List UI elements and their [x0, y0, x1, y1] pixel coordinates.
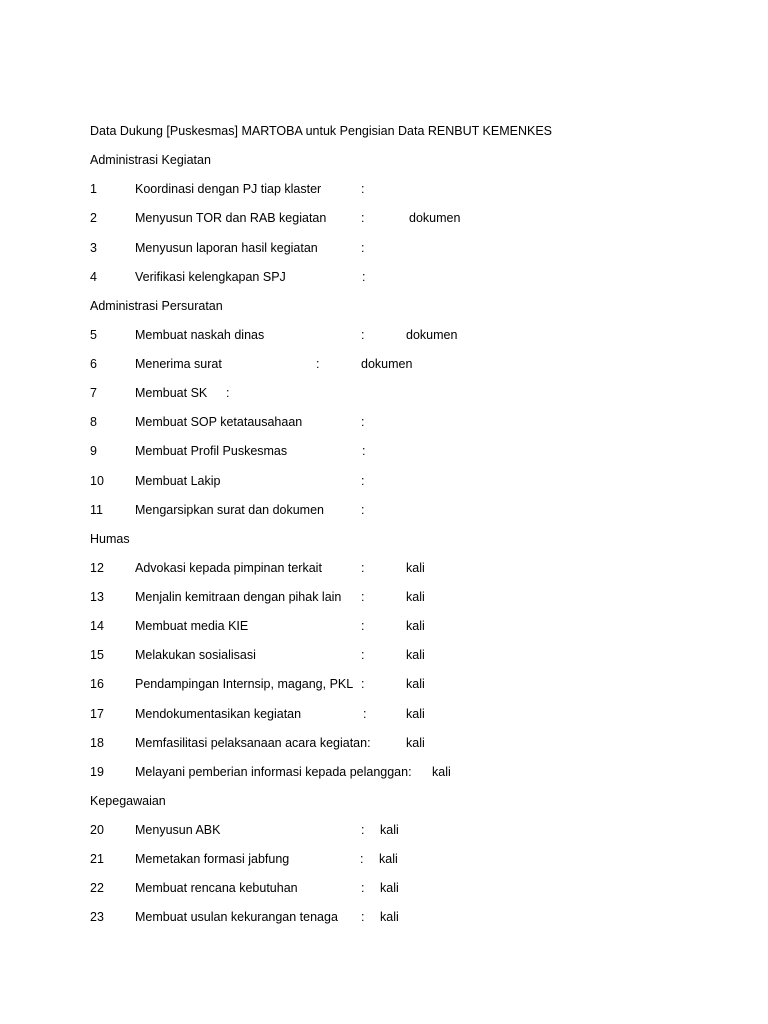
- item-colon: :: [361, 503, 365, 517]
- item-number: 13: [90, 590, 104, 604]
- list-item: [0, 909, 399, 1005]
- item-text: Memfasilitasi pelaksanaan acara kegiatan:: [135, 736, 371, 750]
- item-text: Membuat Lakip: [135, 474, 221, 488]
- item-text: Melayani pemberian informasi kepada pelanggan:: [135, 765, 412, 779]
- item-number: 17: [90, 707, 104, 721]
- item-colon: :: [361, 881, 365, 895]
- item-number: 10: [90, 474, 104, 488]
- item-colon: :: [361, 241, 365, 255]
- item-colon: :: [361, 474, 365, 488]
- item-colon: :: [361, 619, 365, 633]
- item-unit: dokumen: [409, 211, 461, 225]
- item-colon: :: [361, 415, 365, 429]
- item-colon: :: [362, 444, 366, 458]
- item-number: 4: [90, 270, 97, 284]
- section-heading-text: Humas: [90, 532, 130, 546]
- item-number: 6: [90, 357, 97, 371]
- item-colon: :: [361, 561, 365, 575]
- item-colon: :: [361, 910, 365, 924]
- item-unit: kali: [406, 707, 425, 721]
- item-text: Advokasi kepada pimpinan terkait: [135, 561, 322, 575]
- item-colon: :: [361, 328, 365, 342]
- item-colon: :: [360, 852, 364, 866]
- item-text: Koordinasi dengan PJ tiap klaster: [135, 182, 322, 196]
- item-unit: kali: [406, 677, 425, 691]
- item-text: Pendampingan Internsip, magang, PKL: [135, 677, 354, 691]
- item-unit: kali: [406, 619, 425, 633]
- item-text: Membuat SOP ketatausahaan: [135, 415, 303, 429]
- item-text: Membuat media KIE: [135, 619, 249, 633]
- item-unit: kali: [406, 561, 425, 575]
- item-number: 15: [90, 648, 104, 662]
- item-number: 3: [90, 241, 97, 255]
- item-colon: :: [316, 357, 320, 371]
- item-colon: :: [361, 211, 365, 225]
- item-number: 1: [90, 182, 97, 196]
- item-number: 14: [90, 619, 104, 633]
- item-text: Menyusun ABK: [135, 823, 221, 837]
- item-number: 11: [90, 503, 103, 517]
- item-unit: kali: [380, 823, 399, 837]
- item-unit: kali: [406, 736, 425, 750]
- item-text: Menyusun laporan hasil kegiatan: [135, 241, 318, 255]
- item-unit: kali: [432, 765, 451, 779]
- section-heading-text: Administrasi Kegiatan: [90, 153, 211, 167]
- item-unit: kali: [406, 648, 425, 662]
- item-number: 12: [90, 561, 104, 575]
- item-text: Menjalin kemitraan dengan pihak lain: [135, 590, 342, 604]
- item-unit: dokumen: [406, 328, 458, 342]
- section-heading-text: Administrasi Persuratan: [90, 299, 223, 313]
- document-title-text: Data Dukung [Puskesmas] MARTOBA untuk Pengisian Data RENBUT KEMENKES: [90, 124, 553, 138]
- item-colon: :: [361, 182, 365, 196]
- item-number: 9: [90, 444, 97, 458]
- item-text: Mendokumentasikan kegiatan: [135, 707, 302, 721]
- item-text: Menyusun TOR dan RAB kegiatan: [135, 211, 327, 225]
- item-colon: :: [361, 590, 365, 604]
- item-colon: :: [226, 386, 230, 400]
- item-number: 8: [90, 415, 97, 429]
- item-text: Menerima surat: [135, 357, 222, 371]
- item-colon: :: [363, 707, 367, 721]
- item-unit: kali: [406, 590, 425, 604]
- item-text: Membuat Profil Puskesmas: [135, 444, 288, 458]
- item-number: 5: [90, 328, 97, 342]
- item-number: 20: [90, 823, 104, 837]
- item-number: 22: [90, 881, 104, 895]
- item-text: Membuat usulan kekurangan tenaga: [135, 910, 338, 924]
- item-unit: dokumen: [361, 357, 413, 371]
- item-text: Mengarsipkan surat dan dokumen: [135, 503, 325, 517]
- item-text: Melakukan sosialisasi: [135, 648, 256, 662]
- item-colon: :: [361, 648, 365, 662]
- section-heading-text: Kepegawaian: [90, 794, 166, 808]
- item-colon: :: [362, 270, 366, 284]
- item-number: 21: [90, 852, 104, 866]
- item-text: Membuat rencana kebutuhan: [135, 881, 298, 895]
- item-text: Membuat SK: [135, 386, 208, 400]
- item-number: 16: [90, 677, 104, 691]
- item-text: Memetakan formasi jabfung: [135, 852, 290, 866]
- item-colon: :: [361, 677, 365, 691]
- item-number: 2: [90, 211, 97, 225]
- item-unit: kali: [379, 852, 398, 866]
- item-number: 7: [90, 386, 97, 400]
- item-text: Verifikasi kelengkapan SPJ: [135, 270, 286, 284]
- item-text: Membuat naskah dinas: [135, 328, 265, 342]
- item-number: 18: [90, 736, 104, 750]
- item-number: 23: [90, 910, 104, 924]
- item-unit: kali: [380, 881, 399, 895]
- item-number: 19: [90, 765, 104, 779]
- item-colon: :: [361, 823, 365, 837]
- item-unit: kali: [380, 910, 399, 924]
